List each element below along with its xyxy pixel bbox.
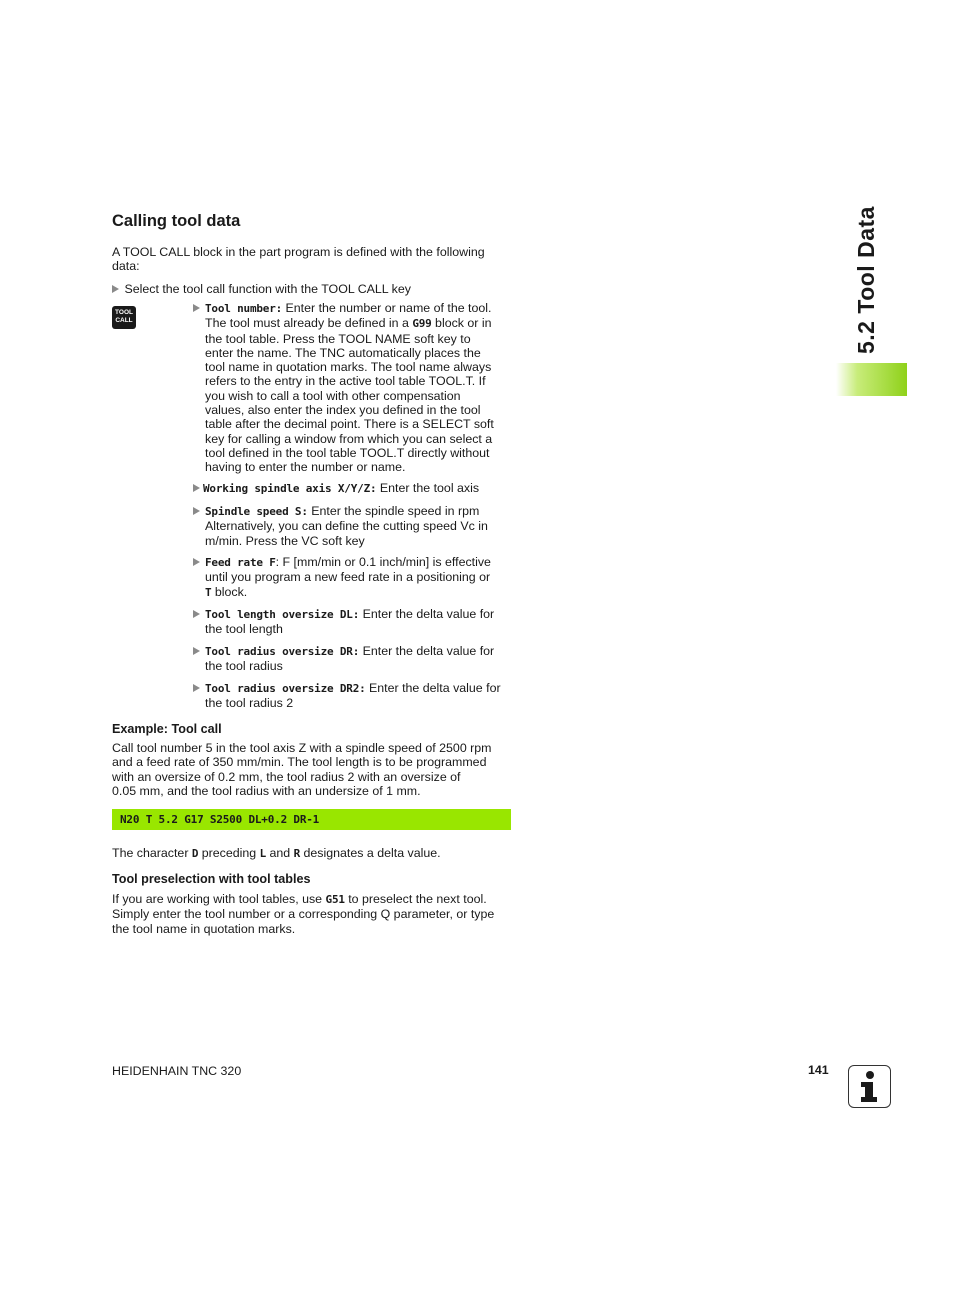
para-text: If you are working with tool tables, use (112, 892, 326, 906)
item-spindle-speed (193, 504, 513, 548)
item-label: Tool number: (205, 302, 283, 315)
item-line: enter the name. The TNC automatically places the (205, 345, 481, 360)
example-heading: Example: Tool call (112, 722, 222, 736)
intro-line: A TOOL CALL block in the part program is defined with the following (112, 245, 485, 259)
item-line: m/min. Press the VC soft key (205, 533, 365, 548)
note-text: The character (112, 846, 192, 860)
item-line (205, 585, 513, 600)
item-line: refers to the entry in the active tool table TOOL.T. If (205, 374, 486, 389)
item-label: Tool length oversize DL: (205, 608, 360, 621)
item-line: the tool length (205, 622, 283, 637)
preselection-paragraph (112, 892, 512, 936)
item-line: until you program a new feed rate in a positioning or (205, 570, 491, 585)
triangle-bullet-icon (112, 285, 119, 293)
item-tool-radius-oversize-2 (193, 681, 513, 711)
note-text: designates a delta value. (300, 846, 441, 860)
para-text: to preselect the next tool. (344, 892, 487, 906)
preselection-line: the tool name in quotation marks. (112, 921, 296, 936)
item-line: the tool radius 2 (205, 696, 294, 711)
key-label-line: TOOL (115, 309, 133, 316)
item-text: : F [mm/min or 0.1 inch/min] is effective (275, 555, 491, 569)
item-line: table after the decimal point. There is a SELECT soft (205, 417, 494, 432)
inline-code: D (191, 847, 199, 860)
item-line: values, also enter the index you defined in the tool (205, 403, 481, 418)
example-line: and a feed rate of 350 mm/min. The tool length is to be programmed (112, 755, 487, 770)
inline-code: G99 (412, 317, 432, 331)
item-line: tool defined in the tool table TOOL.T directly without (205, 445, 490, 460)
triangle-bullet-icon (193, 484, 200, 492)
triangle-bullet-icon (193, 647, 200, 655)
item-label: Tool radius oversize DR2: (205, 682, 366, 695)
triangle-bullet-icon (193, 684, 200, 692)
item-line (205, 504, 513, 519)
intro-line: data: (112, 259, 140, 274)
intro-paragraph (112, 245, 512, 274)
inline-code: G51 (325, 893, 345, 906)
code-example-bar (112, 809, 511, 830)
item-working-spindle-axis (193, 481, 513, 496)
triangle-bullet-icon (193, 507, 200, 515)
item-text: The tool must already be defined in a (205, 316, 413, 331)
side-tab-bar (836, 363, 907, 396)
item-tool-number (193, 301, 513, 475)
item-text: Enter the delta value for (362, 644, 495, 658)
side-tab-title: 5.2 Tool Data (853, 206, 879, 354)
item-line (203, 481, 513, 496)
preselection-line (112, 892, 512, 907)
item-label: Feed rate F (205, 556, 276, 569)
item-line (205, 316, 513, 331)
item-label: Working spindle axis X/Y/Z: (203, 482, 377, 495)
item-tool-radius-oversize (193, 644, 513, 674)
note-text: and (266, 846, 294, 860)
example-line: with an oversize of 0.2 mm, the tool radius 2 with an oversize of (112, 769, 461, 784)
note-text: preceding (198, 846, 260, 860)
example-line: Call tool number 5 in the tool axis Z with a spindle speed of 2500 rpm (112, 741, 492, 755)
item-line (205, 681, 513, 696)
item-line: key for calling a window from which you can select a (205, 431, 493, 446)
footer-left: HEIDENHAIN TNC 320 (112, 1064, 242, 1078)
item-line (205, 607, 513, 622)
item-tool-length-oversize (193, 607, 513, 637)
delta-note (112, 846, 512, 861)
item-line: the tool radius (205, 659, 283, 674)
item-text: Enter the delta value for (369, 681, 501, 695)
item-line: you wish to call a tool with other compensation (205, 388, 461, 403)
step-text: Select the tool call function with the TOOL CALL key (124, 282, 411, 296)
item-text: Enter the spindle speed in rpm (311, 504, 480, 518)
tool-call-key-button[interactable] (112, 306, 136, 329)
item-line: Alternatively, you can define the cutting speed Vc in (205, 519, 488, 534)
preselection-heading: Tool preselection with tool tables (112, 872, 311, 886)
inline-code: L (259, 847, 267, 860)
item-line (205, 644, 513, 659)
example-paragraph (112, 741, 512, 798)
item-label: Tool radius oversize DR: (205, 645, 360, 658)
section-heading: Calling tool data (112, 212, 241, 230)
info-icon (848, 1065, 891, 1108)
triangle-bullet-icon (193, 610, 200, 618)
triangle-bullet-icon (193, 304, 200, 312)
example-line: 0.05 mm, and the tool radius with an undersize of 1 mm. (112, 783, 421, 798)
item-line: having to enter the number or name. (205, 460, 406, 475)
inline-code: R (293, 847, 301, 860)
step-select-tool-call (112, 282, 512, 296)
inline-code: T (205, 585, 212, 599)
item-line (205, 301, 513, 316)
item-text: Enter the number or name of the tool. (285, 301, 492, 315)
key-label-line: CALL (115, 317, 133, 324)
item-label: Spindle speed S: (205, 505, 308, 518)
code-example-text: N20 T 5.2 G17 S2500 DL+0.2 DR-1 (120, 813, 320, 826)
item-text: block or in (431, 316, 492, 331)
triangle-bullet-icon (193, 558, 200, 566)
page-number: 141 (808, 1063, 829, 1077)
item-text: Enter the tool axis (379, 481, 480, 495)
item-feed-rate (193, 555, 513, 600)
preselection-line: Simply enter the tool number or a corresponding Q parameter, or type (112, 907, 495, 922)
item-line (205, 555, 513, 570)
item-line: the tool table. Press the TOOL NAME soft key to (205, 331, 471, 346)
item-line: tool name in quotation marks. The tool name always (205, 360, 492, 375)
item-text: block. (211, 584, 248, 599)
item-text: Enter the delta value for (362, 607, 495, 621)
